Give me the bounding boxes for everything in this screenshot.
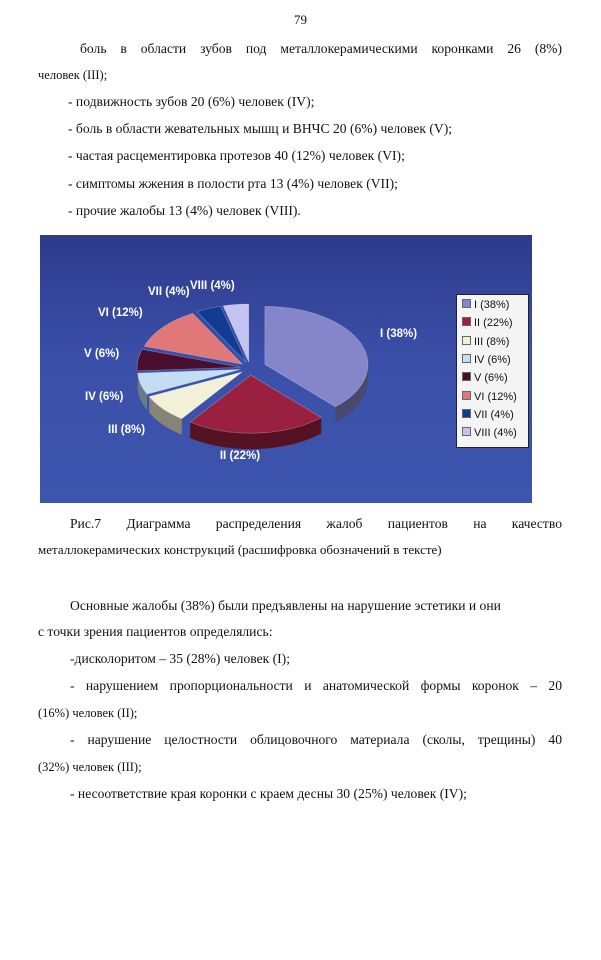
text-line: боль в области зубов под металлокерамическими коронками 26 (8%) — [80, 41, 562, 56]
list-item: - прочие жалобы 13 (4%) человек (VIII). — [68, 203, 301, 218]
legend-swatch — [462, 354, 471, 363]
legend-item — [462, 425, 517, 441]
list-item: - нарушение целостности облицовочного материала (сколы, трещины) 40 — [70, 732, 562, 747]
pie-slice-label: VIII (4%) — [190, 280, 235, 292]
figure-caption-continued: металлокерамических конструкций (расшифровка обозначений в тексте) — [38, 542, 442, 557]
legend-label: VII (4%) — [474, 408, 514, 421]
pie-slice-label: I (38%) — [380, 328, 418, 340]
pie-slice-label: V (6%) — [84, 348, 120, 360]
list-item: - частая расцементировка протезов 40 (12%) человек (VI); — [68, 148, 405, 163]
legend-swatch — [462, 299, 471, 308]
list-item: - подвижность зубов 20 (6%) человек (IV); — [68, 94, 315, 109]
legend-swatch — [462, 336, 471, 345]
paragraph-line: с точки зрения пациентов определялись: — [38, 624, 273, 639]
legend-swatch — [462, 391, 471, 400]
list-item-continued: (32%) человек (III); — [38, 760, 142, 774]
legend-swatch — [462, 372, 471, 381]
pie-slice — [265, 306, 368, 406]
pie-slice-label: VI (12%) — [98, 307, 143, 319]
legend-label: V (6%) — [474, 372, 508, 385]
figure-caption: Рис.7 Диаграмма распределения жалоб пациентов на качество — [70, 516, 562, 531]
pie-chart-figure — [40, 235, 532, 503]
list-item: - несоответствие края коронки с краем десны 30 (25%) человек (IV); — [70, 786, 467, 801]
legend-swatch — [462, 317, 471, 326]
pie-slice-label: III (8%) — [108, 424, 146, 436]
list-item: - нарушением пропорциональности и анатомической формы коронок – 20 — [70, 678, 562, 693]
legend-label: IV (6%) — [474, 353, 511, 366]
legend-item — [462, 297, 509, 313]
legend-label: VIII (4%) — [474, 427, 517, 440]
paragraph-line: Основные жалобы (38%) были предъявлены на нарушение эстетики и они — [70, 598, 501, 613]
legend-swatch — [462, 427, 471, 436]
list-item: - боль в области жевательных мышц и ВНЧС 20 (6%) человек (V); — [68, 121, 452, 136]
chart-legend — [456, 294, 529, 448]
legend-item — [462, 407, 514, 423]
legend-item — [462, 315, 513, 331]
list-item: - симптомы жжения в полости рта 13 (4%) человек (VII); — [68, 176, 398, 191]
legend-item — [462, 389, 517, 405]
text-line: человек (III); — [38, 68, 108, 82]
legend-swatch — [462, 409, 471, 418]
legend-label: VI (12%) — [474, 390, 517, 403]
legend-item — [462, 334, 509, 350]
list-item: -дисколоритом – 35 (28%) человек (I); — [70, 651, 290, 666]
list-item-continued: (16%) человек (II); — [38, 706, 138, 720]
legend-item — [462, 370, 508, 386]
legend-item — [462, 352, 511, 368]
pie-slice-label: II (22%) — [219, 450, 261, 462]
pie-slice-label: VII (4%) — [148, 286, 190, 298]
pie-slice-tops — [137, 304, 368, 433]
pie-slice-label: IV (6%) — [85, 391, 124, 403]
legend-label: I (38%) — [474, 299, 510, 311]
page-number: 79 — [294, 12, 307, 27]
legend-label: III (8%) — [474, 335, 510, 348]
legend-label: II (22%) — [474, 317, 513, 330]
